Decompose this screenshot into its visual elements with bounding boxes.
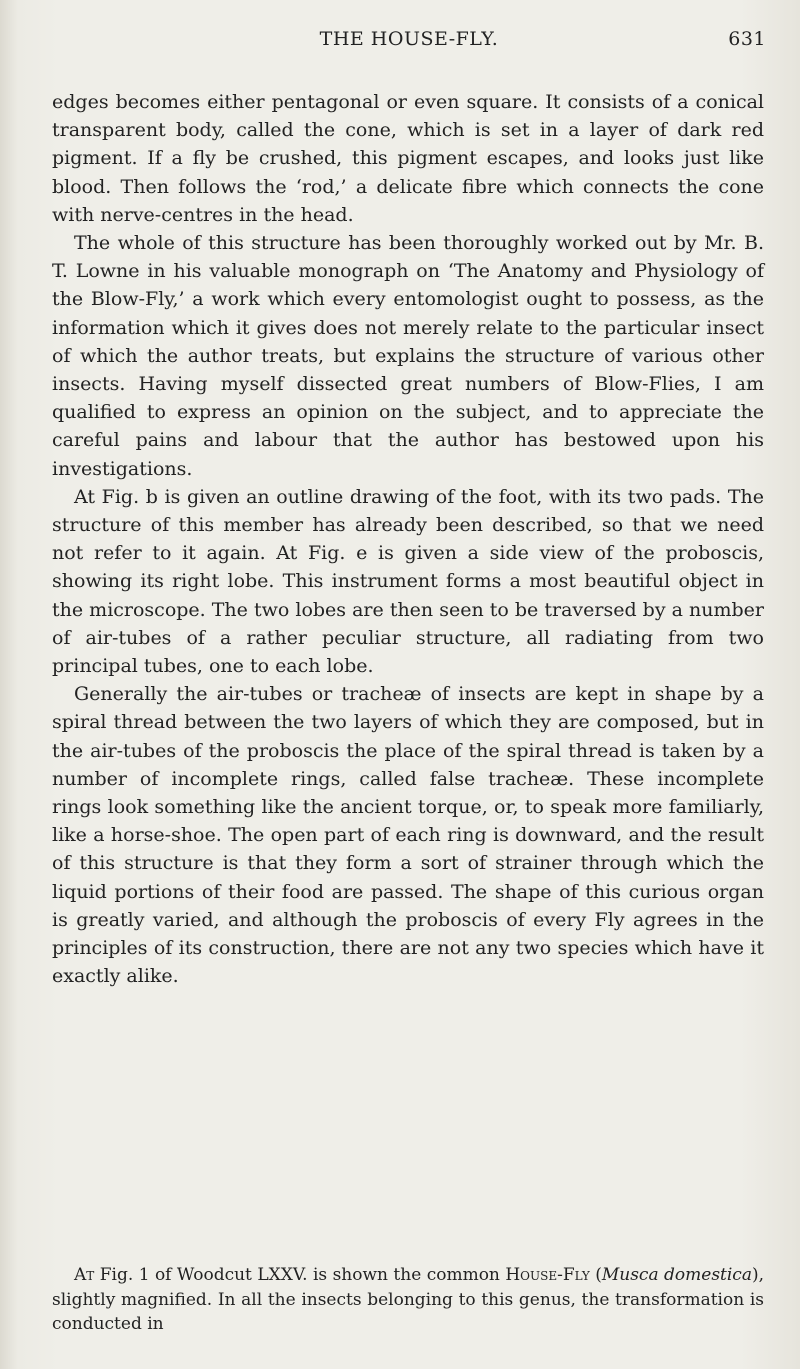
latin-name: Musca domestica <box>601 1265 752 1285</box>
lead-word: At <box>74 1265 95 1285</box>
small-print-paragraph <box>52 1263 764 1337</box>
paragraph: edges becomes either pentagonal or even square. It consists of a conical transparent body, called the cone, which is set in a layer of dark red pigment. If a fly be crushed, this pigment escapes, and looks just like blood. Then follows the ‘rod,’ a delicate fibre which connects the cone with nerve-centres in the head. <box>52 91 764 226</box>
running-title: THE HOUSE-FLY. <box>319 28 499 50</box>
paragraph: The whole of this structure has been thoroughly worked out by Mr. B. T. Lowne in his valuable monograph on ‘The Anatomy and Physiology of the Blow-Fly,’ a work which every entomologist ought to possess, as the information which it gives does not merely relate to the particular insect of which the author treats, but explains the structure of various other insects. Having myself dissected great numbers of Blow-Flies, I am qualified to express an opinion on the subject, and to appreciate the careful pains and labour that the author has bestowed upon his investigations. <box>52 232 764 480</box>
paragraph: Generally the air-tubes or tracheæ of insects are kept in shape by a spiral thread between the two layers of which they are composed, but in the air-tubes of the proboscis the place of the spiral thread is taken by a number of incomplete rings, called false tracheæ. These incomplete rings look something like the ancient torque, or, to speak more familiarly, like a horse-shoe. The open part of each ring is downward, and the result of this structure is that they form a sort of strainer through which the liquid portions of their food are passed. The shape of this curious organ is greatly varied, and although the proboscis of every Fly agrees in the principles of its construction, there are not any two species which have it exactly alike. <box>52 683 764 988</box>
page-number: 631 <box>728 28 766 50</box>
paragraph: At Fig. 1 of Woodcut LXXV. is shown the common House-Fly (Musca domestica), slightly magnified. In all the insects belonging to this genus, the transformation is conducted in <box>52 1265 765 1334</box>
common-name: House-Fly <box>505 1265 590 1285</box>
paragraph-rest: ), slightly magnified. In all the insects belonging to this genus, the transformation is conducted in <box>52 1265 765 1334</box>
paragraph: At Fig. b is given an outline drawing of the foot, with its two pads. The structure of this member has already been described, so that we need not refer to it again. At Fig. e is given a side view of the proboscis, showing its right lobe. This instrument forms a most beautiful object in the microscope. The two lobes are then seen to be traversed by a number of air-tubes of a rather peculiar structure, all radiating from two principal tubes, one to each lobe. <box>52 485 764 678</box>
page-header <box>52 24 766 54</box>
figure-reference: Fig. 1 of Woodcut LXXV. is shown the common <box>99 1265 500 1285</box>
body-text <box>52 88 764 991</box>
